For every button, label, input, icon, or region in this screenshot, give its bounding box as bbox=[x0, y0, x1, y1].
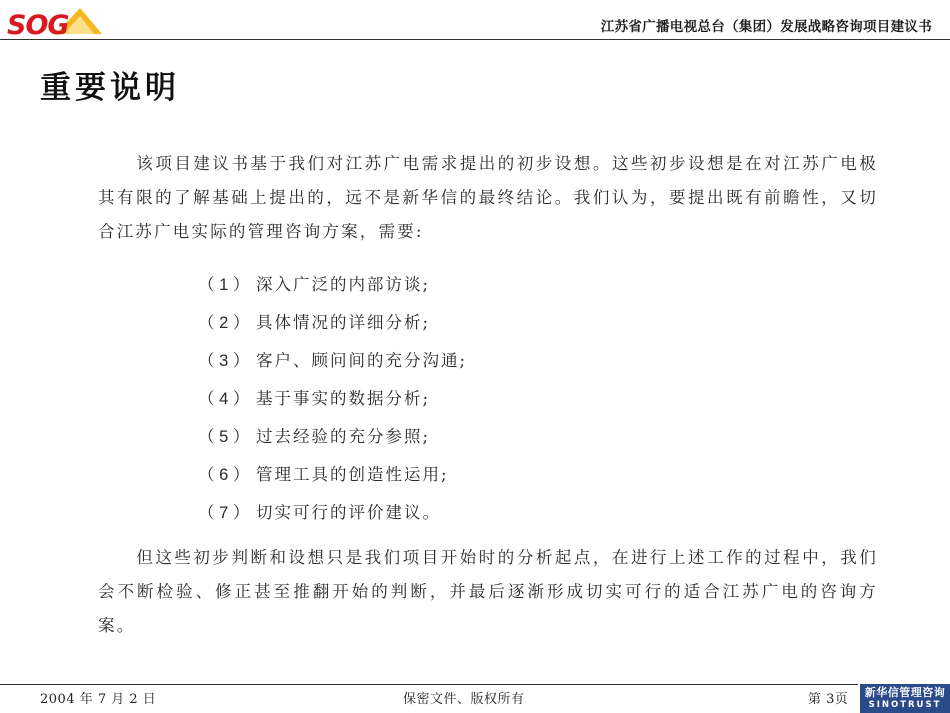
list-item-number: （ 3 ） bbox=[198, 352, 250, 370]
list-item bbox=[198, 494, 467, 532]
list-item-text: 客户、顾问间的充分沟通; bbox=[256, 351, 468, 370]
list-item bbox=[198, 342, 467, 380]
list-item-number: （ 7 ） bbox=[198, 504, 250, 522]
header-divider bbox=[0, 39, 950, 40]
page-title: 重要说明 bbox=[40, 70, 180, 106]
closing-paragraph bbox=[98, 541, 878, 643]
footer-confidential-notice: 保密文件、版权所有 bbox=[403, 692, 525, 707]
brand-name-en: SINOTRUST bbox=[868, 700, 942, 710]
intro-paragraph-text: 该项目建议书基于我们对江苏广电需求提出的初步设想。这些初步设想是在对江苏广电极其有限的了解基础上提出的，远不是新华信的最终结论。我们认为，要提出既有前瞻性，又切合江苏广电实际的管理咨询方案，需要: bbox=[98, 154, 878, 241]
list-item bbox=[198, 266, 467, 304]
logo-lettering: SOG bbox=[7, 10, 69, 38]
list-item-number: （ 5 ） bbox=[198, 428, 250, 446]
sog-logo bbox=[4, 6, 102, 38]
list-item-text: 管理工具的创造性运用; bbox=[256, 465, 449, 484]
list-item-text: 具体情况的详细分析; bbox=[256, 313, 431, 332]
list-item-number: （ 6 ） bbox=[198, 466, 250, 484]
list-item bbox=[198, 418, 467, 456]
list-item-number: （ 4 ） bbox=[198, 390, 250, 408]
list-item-number: （ 1 ） bbox=[198, 276, 250, 294]
intro-paragraph bbox=[98, 147, 878, 249]
document-title: 江苏省广播电视总台（集团）发展战略咨询项目建议书 bbox=[600, 19, 932, 35]
footer-date: 2004 年 7 月 2 日 bbox=[40, 692, 157, 707]
list-item bbox=[198, 304, 467, 342]
list-item-text: 过去经验的充分参照; bbox=[256, 427, 431, 446]
list-item-text: 切实可行的评价建议。 bbox=[256, 503, 441, 522]
brand-name-cn: 新华信管理咨询 bbox=[864, 686, 946, 699]
closing-paragraph-text: 但这些初步判断和设想只是我们项目开始时的分析起点，在进行上述工作的过程中，我们会不断检验、修正甚至推翻开始的判断，并最后逐渐形成切实可行的适合江苏广电的咨询方案。 bbox=[98, 548, 878, 635]
list-item bbox=[198, 456, 467, 494]
list-item bbox=[198, 380, 467, 418]
footer-divider bbox=[0, 684, 858, 685]
list-item-text: 基于事实的数据分析; bbox=[256, 389, 431, 408]
sinotrust-logo bbox=[860, 684, 950, 713]
list-item-number: （ 2 ） bbox=[198, 314, 250, 332]
page-number: 第 3页 bbox=[808, 692, 849, 707]
list-item-text: 深入广泛的内部访谈; bbox=[256, 275, 431, 294]
requirements-list bbox=[198, 266, 467, 532]
